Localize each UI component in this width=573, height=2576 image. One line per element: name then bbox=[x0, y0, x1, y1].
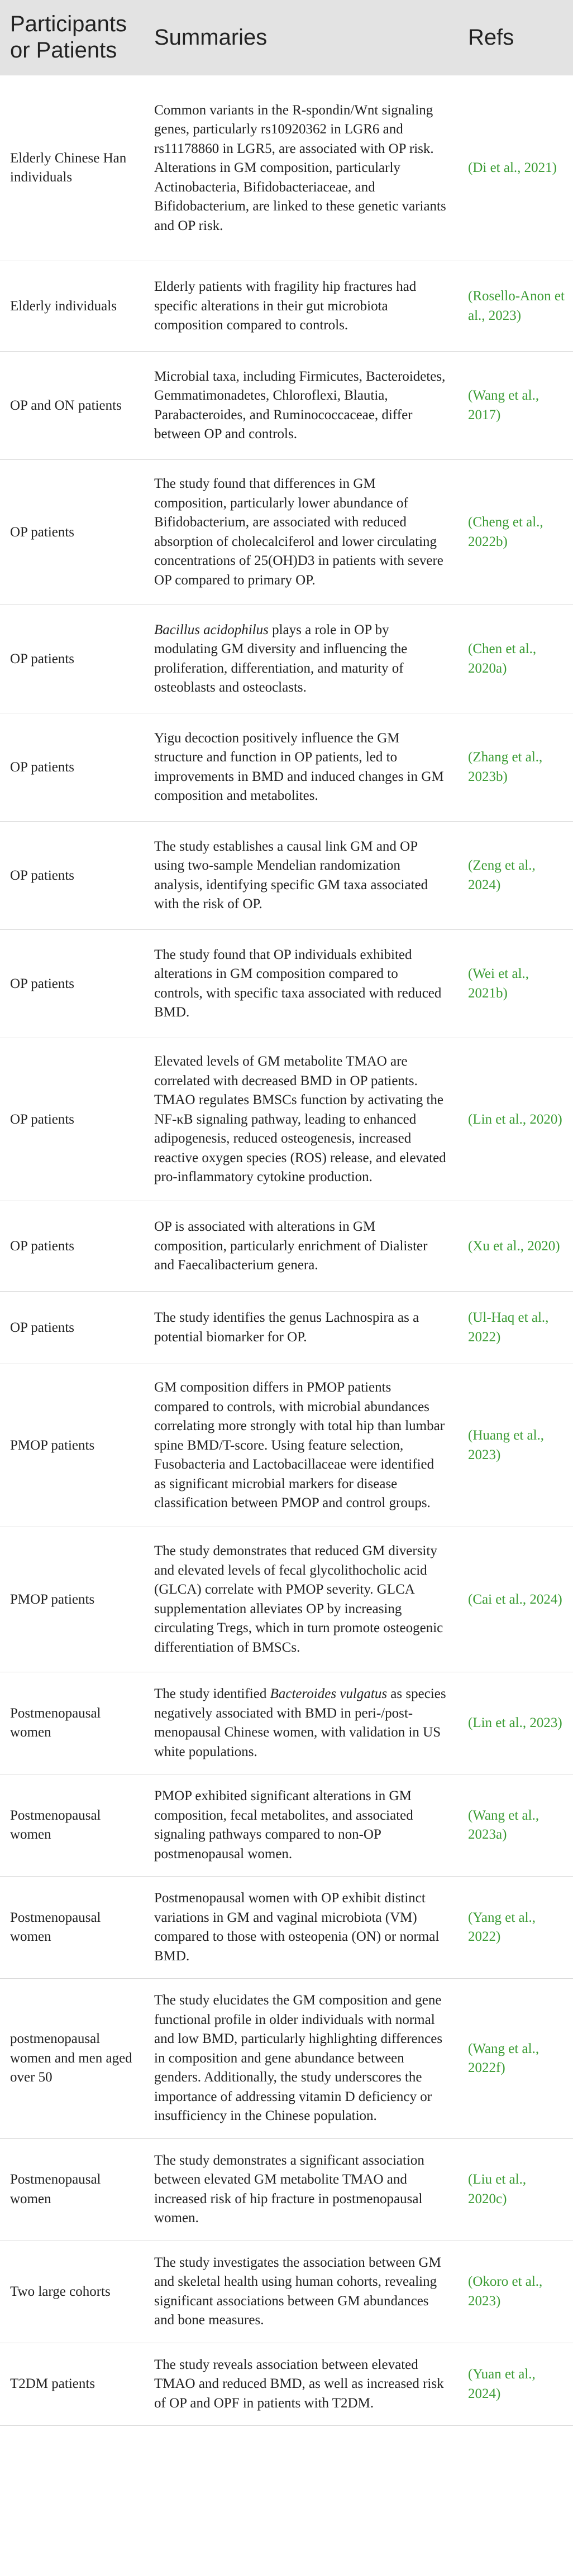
cell-participants: Postmenopausal women bbox=[0, 1672, 144, 1774]
table-row bbox=[0, 1292, 573, 1364]
cell-participants: OP patients bbox=[0, 605, 144, 713]
header-participants: Participants or Patients bbox=[0, 0, 144, 75]
cell-participants: OP patients bbox=[0, 460, 144, 605]
cell-summary bbox=[144, 605, 458, 713]
table-row bbox=[0, 1038, 573, 1201]
cell-ref-link[interactable]: (Ul-Haq et al., 2022) bbox=[458, 1292, 573, 1364]
cell-summary: Common variants in the R-spondin/Wnt signaling genes, particularly rs10920362 in LGR6 and rs11178860 in LGR5, are associated with OP risk. Alterations in GM composition, particularly Actinobacteria, Bifidobacteriaceae, and Bifidobacterium, are linked to these genetic variants and OP risk. bbox=[144, 75, 458, 261]
summary-text: plays a role in OP by modulating GM diversity and influencing the proliferation, differentiation, and maturity of osteoblasts and osteoclasts. bbox=[154, 622, 408, 695]
cell-summary: Yigu decoction positively influence the GM structure and function in OP patients, led to improvements in BMD and induced changes in GM composition and metabolites. bbox=[144, 713, 458, 822]
cell-ref-link[interactable]: (Rosello-Anon et al., 2023) bbox=[458, 261, 573, 352]
table-row bbox=[0, 930, 573, 1038]
cell-participants: OP patients bbox=[0, 1201, 144, 1292]
cell-participants: OP patients bbox=[0, 713, 144, 822]
cell-ref-link[interactable]: (Wang et al., 2023a) bbox=[458, 1774, 573, 1877]
header-refs: Refs bbox=[458, 0, 573, 75]
cell-ref-link[interactable]: (Di et al., 2021) bbox=[458, 75, 573, 261]
cell-summary: GM composition differs in PMOP patients compared to controls, with microbial abundances correlating more strongly with total hip than lumbar spine BMD/T-score. Using feature selection, Fusobacteria and Lactobacillaceae were identified as significant microbial markers for disease classification between PMOP and control groups. bbox=[144, 1364, 458, 1527]
cell-participants: Postmenopausal women bbox=[0, 1877, 144, 1979]
cell-summary: The study establishes a causal link GM and OP using two-sample Mendelian randomization analysis, identifying specific GM taxa associated with the risk of OP. bbox=[144, 822, 458, 930]
table-row bbox=[0, 2343, 573, 2426]
cell-summary: The study reveals association between elevated TMAO and reduced BMD, as well as increased risk of OP and OPF in patients with T2DM. bbox=[144, 2343, 458, 2426]
summary-species-italic: Bacteroides vulgatus bbox=[270, 1686, 388, 1702]
summary-text: as species negatively associated with BMD in peri-/post-menopausal Chinese women, with validation in US white populations. bbox=[154, 1686, 446, 1759]
cell-ref-link[interactable]: (Huang et al., 2023) bbox=[458, 1364, 573, 1527]
cell-ref-link[interactable]: (Yang et al., 2022) bbox=[458, 1877, 573, 1979]
cell-summary: The study demonstrates that reduced GM diversity and elevated levels of fecal glycolithocholic acid (GLCA) correlate with PMOP severity. GLCA supplementation alleviates OP by increasing circulating Tregs, which in turn promote osteogenic differentiation of BMSCs. bbox=[144, 1527, 458, 1672]
cell-summary: The study found that OP individuals exhibited alterations in GM composition compared to controls, with specific taxa associated with reduced BMD. bbox=[144, 930, 458, 1038]
table-row bbox=[0, 2241, 573, 2343]
cell-ref-link[interactable]: (Lin et al., 2020) bbox=[458, 1038, 573, 1201]
cell-summary: The study demonstrates a significant association between elevated GM metabolite TMAO and increased risk of hip fracture in postmenopausal women. bbox=[144, 2138, 458, 2241]
table-row bbox=[0, 1201, 573, 1292]
cell-summary bbox=[144, 1672, 458, 1774]
cell-participants: OP and ON patients bbox=[0, 352, 144, 460]
cell-summary: Postmenopausal women with OP exhibit distinct variations in GM and vaginal microbiota (VM) compared to those with osteopenia (ON) or normal BMD. bbox=[144, 1877, 458, 1979]
table-body bbox=[0, 75, 573, 2426]
cell-summary: OP is associated with alterations in GM composition, particularly enrichment of Dialister and Faecalibacterium genera. bbox=[144, 1201, 458, 1292]
table-row bbox=[0, 713, 573, 822]
cell-ref-link[interactable]: (Lin et al., 2023) bbox=[458, 1672, 573, 1774]
cell-participants: Elderly Chinese Han individuals bbox=[0, 75, 144, 261]
table-row bbox=[0, 1774, 573, 1877]
cell-participants: OP patients bbox=[0, 1038, 144, 1201]
cell-participants: OP patients bbox=[0, 822, 144, 930]
cell-participants: Elderly individuals bbox=[0, 261, 144, 352]
header-summaries: Summaries bbox=[144, 0, 458, 75]
cell-ref-link[interactable]: (Wang et al., 2022f) bbox=[458, 1979, 573, 2139]
table-row bbox=[0, 1527, 573, 1672]
table-row bbox=[0, 1877, 573, 1979]
cell-summary: The study investigates the association between GM and skeletal health using human cohorts, revealing significant associations between GM abundances and bone measures. bbox=[144, 2241, 458, 2343]
table-row bbox=[0, 261, 573, 352]
cell-ref-link[interactable]: (Xu et al., 2020) bbox=[458, 1201, 573, 1292]
cell-summary: The study found that differences in GM composition, particularly lower abundance of Bifidobacterium, are associated with reduced absorption of cholecalciferol and lower circulating concentrations of 25(OH)D3 in patients with severe OP compared to primary OP. bbox=[144, 460, 458, 605]
cell-summary: Elevated levels of GM metabolite TMAO are correlated with decreased BMD in OP patients. TMAO regulates BMSCs function by activating the NF-κB signaling pathway, leading to enhanced adipogenesis, reduced osteogenesis, increased reactive oxygen species (ROS) release, and elevated pro-inflammatory cytokine production. bbox=[144, 1038, 458, 1201]
cell-ref-link[interactable]: (Zeng et al., 2024) bbox=[458, 822, 573, 930]
summary-species-italic: Bacillus acidophilus bbox=[154, 622, 269, 637]
cell-ref-link[interactable]: (Cheng et al., 2022b) bbox=[458, 460, 573, 605]
cell-participants: postmenopausal women and men aged over 50 bbox=[0, 1979, 144, 2139]
cell-participants: Postmenopausal women bbox=[0, 2138, 144, 2241]
cell-summary: PMOP exhibited significant alterations in GM composition, fecal metabolites, and associated signaling pathways compared to non-OP postmenopausal women. bbox=[144, 1774, 458, 1877]
cell-summary: The study elucidates the GM composition and gene functional profile in older individuals with normal and low BMD, particularly highlighting differences in composition and gene abundance between genders. Additionally, the study underscores the importance of addressing vitamin D deficiency or insufficiency in the Chinese population. bbox=[144, 1979, 458, 2139]
cell-participants: PMOP patients bbox=[0, 1364, 144, 1527]
cell-ref-link[interactable]: (Yuan et al., 2024) bbox=[458, 2343, 573, 2426]
cell-participants: OP patients bbox=[0, 930, 144, 1038]
cell-ref-link[interactable]: (Cai et al., 2024) bbox=[458, 1527, 573, 1672]
cell-participants: T2DM patients bbox=[0, 2343, 144, 2426]
table-row bbox=[0, 605, 573, 713]
table-row bbox=[0, 1364, 573, 1527]
cell-summary: The study identifies the genus Lachnospira as a potential biomarker for OP. bbox=[144, 1292, 458, 1364]
cell-ref-link[interactable]: (Okoro et al., 2023) bbox=[458, 2241, 573, 2343]
cell-participants: Two large cohorts bbox=[0, 2241, 144, 2343]
table-row bbox=[0, 352, 573, 460]
cell-ref-link[interactable]: (Chen et al., 2020a) bbox=[458, 605, 573, 713]
table-row bbox=[0, 460, 573, 605]
table-row bbox=[0, 1672, 573, 1774]
cell-summary: Elderly patients with fragility hip fractures had specific alterations in their gut microbiota composition compared to controls. bbox=[144, 261, 458, 352]
cell-ref-link[interactable]: (Wang et al., 2017) bbox=[458, 352, 573, 460]
cell-ref-link[interactable]: (Wei et al., 2021b) bbox=[458, 930, 573, 1038]
table-row bbox=[0, 822, 573, 930]
cell-participants: PMOP patients bbox=[0, 1527, 144, 1672]
cell-summary: Microbial taxa, including Firmicutes, Bacteroidetes, Gemmatimonadetes, Chloroflexi, Blautia, Parabacteroides, and Ruminococcaceae, differ between OP and controls. bbox=[144, 352, 458, 460]
cell-ref-link[interactable]: (Liu et al., 2020c) bbox=[458, 2138, 573, 2241]
cell-participants: OP patients bbox=[0, 1292, 144, 1364]
summary-text-pre: The study identified bbox=[154, 1686, 270, 1702]
header-row bbox=[0, 0, 573, 75]
table-row bbox=[0, 1979, 573, 2139]
table-row bbox=[0, 75, 573, 261]
cell-participants: Postmenopausal women bbox=[0, 1774, 144, 1877]
cell-ref-link[interactable]: (Zhang et al., 2023b) bbox=[458, 713, 573, 822]
table-row bbox=[0, 2138, 573, 2241]
